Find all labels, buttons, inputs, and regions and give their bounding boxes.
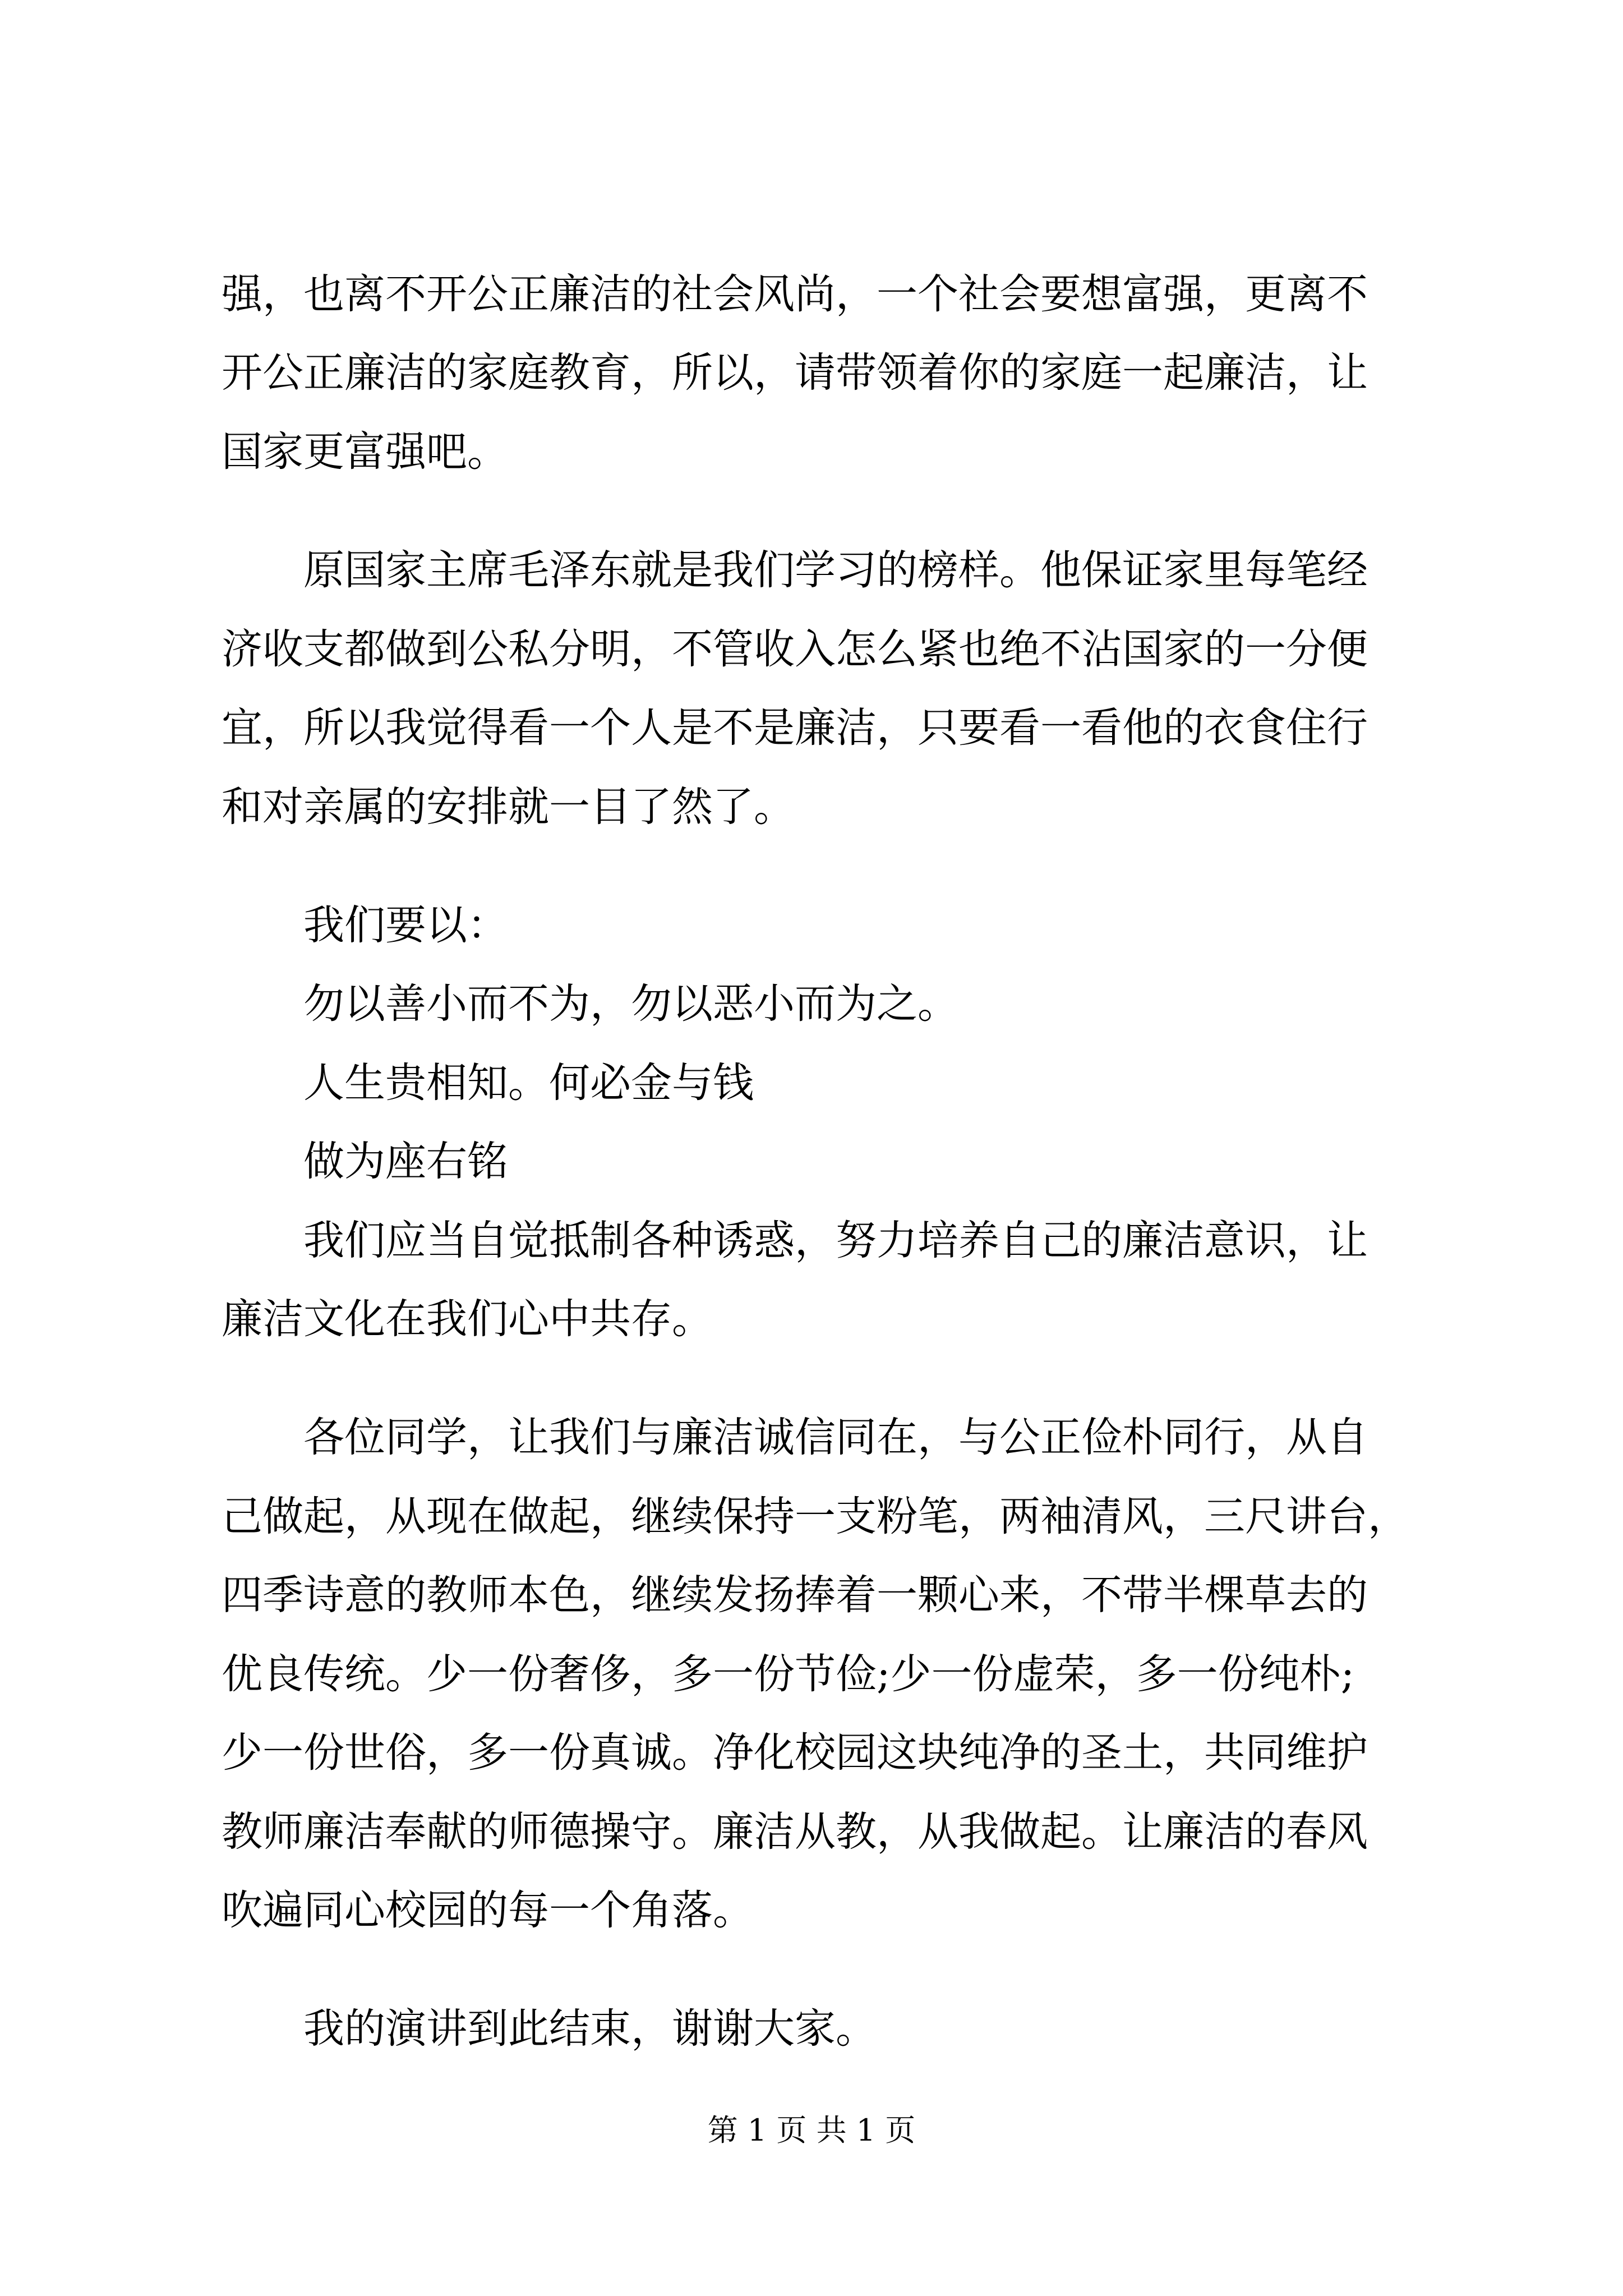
text-line: 宜，所以我觉得看一个人是不是廉洁，只要看一看他的衣食住行: [222, 704, 1368, 752]
text-line: 做为座右铭: [222, 1138, 508, 1185]
text-line: 少一份世俗，多一份真诚。净化校园这块纯净的圣土，共同维护: [222, 1729, 1368, 1777]
text-line: 我们要以：: [222, 901, 508, 949]
text-line: 各位同学，让我们与廉洁诚信同在，与公正俭朴同行，从自: [222, 1414, 1368, 1461]
text-line: 强，也离不开公正廉洁的社会风尚，一个社会要想富强，更离不: [222, 270, 1368, 318]
page-number-footer: 第 1 页 共 1 页: [707, 2113, 916, 2148]
text-line: 廉洁文化在我们心中共存。: [222, 1295, 713, 1343]
text-line: 和对亲属的安排就一目了然了。: [222, 783, 795, 831]
text-line: 国家更富强吧。: [222, 428, 508, 476]
text-line: 原国家主席毛泽东就是我们学习的榜样。他保证家里每笔经: [222, 546, 1368, 594]
text-line: 优良传统。少一份奢侈，多一份节俭;少一份虚荣，多一份纯朴;: [222, 1650, 1355, 1698]
text-line: 教师廉洁奉献的师德操守。廉洁从教，从我做起。让廉洁的春风: [222, 1808, 1368, 1856]
text-line: 济收支都做到公私分明，不管收入怎么紧也绝不沾国家的一分便: [222, 625, 1368, 673]
text-line: 开公正廉洁的家庭教育，所以，请带领着你的家庭一起廉洁，让: [222, 349, 1368, 397]
text-line: 勿以善小而不为，勿以恶小而为之。: [222, 980, 958, 1028]
text-line: 己做起，从现在做起，继续保持一支粉笔，两袖清风，三尺讲台，: [222, 1493, 1409, 1540]
text-line: 四季诗意的教师本色，继续发扬捧着一颗心来，不带半棵草去的: [222, 1571, 1368, 1619]
text-line: 人生贵相知。何必金与钱: [222, 1059, 754, 1107]
text-line: 吹遍同心校园的每一个角落。: [222, 1887, 754, 1934]
text-line: 我的演讲到此结束，谢谢大家。: [222, 2005, 877, 2053]
text-line: 我们应当自觉抵制各种诱惑，努力培养自己的廉洁意识，让: [222, 1217, 1368, 1264]
